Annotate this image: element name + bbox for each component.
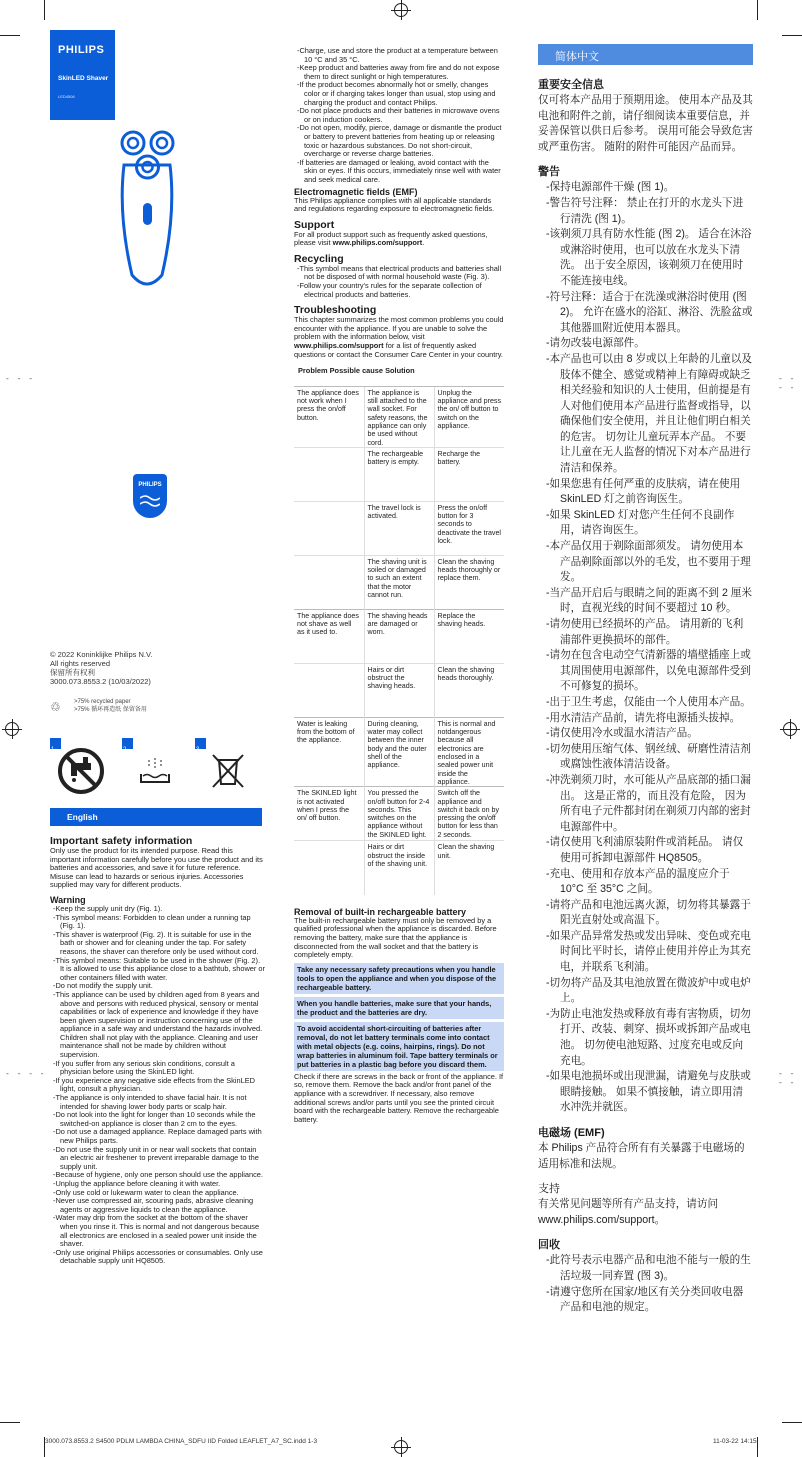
recycle-icon: ♲ <box>50 700 61 714</box>
battery-removal-steps: Check if there are screws in the back or front of the appliance. If so, remove them. Remove the back and/or front panel of the appliance with a screwdriver. If necessary, also remove additional screws and/or parts until you see the printed circuit board with the rechargeable battery. Remove the rechargeable battery. <box>294 1071 504 1124</box>
cn-warning-item: -为防止电池发热或释放有毒有害物质，切勿打开、改装、刺穿、损坏或拆卸产品或电池。 切勿使电池短路、过度充电或反向充电。 <box>546 1007 751 1067</box>
weee-bin-icon <box>208 750 248 790</box>
warning-item: -Do not look into the light for longer than 10 seconds while the switched-on appliance is closer than 2 cm to the eyes. <box>53 1110 256 1128</box>
cn-warning-item: -请勿使用已经损坏的产品。 请用新的飞利浦部件更换损坏的部件。 <box>546 618 744 646</box>
shield-label: PHILIPS <box>138 482 162 488</box>
registration-mark-icon <box>783 722 797 736</box>
figure-1-label: 1 <box>50 738 61 749</box>
crop-mark <box>757 1437 758 1457</box>
table-header: Problem Possible cause Solution <box>298 366 415 376</box>
cause-cell: Hairs or dirt obstruct the inside of the shaving unit. <box>364 841 434 895</box>
warning-item: -Do not use the supply unit in or near wall sockets that contain an electric air freshener to prevent irreparable damage to the supply unit. <box>53 1144 259 1171</box>
warning-item: -This symbol means: Forbidden to clean under a running tap (Fig. 1). <box>53 912 251 931</box>
cn-warning-item: -请仅使用冷水或温水清洁产品。 <box>546 727 698 740</box>
shaver-illustration-icon <box>110 125 185 295</box>
crop-mark <box>782 35 802 36</box>
cn-recycling-item: -此符号表示电器产品和电池不能与一般的生活垃圾一同弃置 (图 3)。 <box>546 1254 751 1282</box>
cn-warning-item: -本产品也可以由 8 岁或以上年龄的儿童以及肢体不健全、感觉或精神上有障碍或缺乏相关经验和知识的人士使用，但前提是有人对他们使用本产品进行监督或指导，以确保他们安全使用，并且让他们明白相关的危害。 切勿让儿童玩弄本产品。 不要让儿童在无人监督的情况下对本产品进行清洁和保养。 <box>546 352 752 475</box>
fold-mark: - - - <box>5 375 35 384</box>
troubleshooting-title: Troubleshooting <box>294 304 377 317</box>
cause-cell: You pressed the on/off button for 2-4 seconds. This switches on the appliance without the SKINLED light. <box>364 787 434 841</box>
cn-warning-item: -如果电池损坏或出现泄漏，请避免与皮肤或眼睛接触。 如果不慎接触，请立即用清水冲洗并就医。 <box>546 1070 751 1114</box>
battery-removal-text: The built-in rechargeable battery must only be removed by a qualified professional when the appliance is discarded. Before removing the battery, make sure that the appliance is disconnected from the wall socket and that the battery is completely empty. <box>294 915 497 960</box>
solution-cell: Clean the shaving heads thoroughly. <box>434 663 504 717</box>
copyright-block <box>50 650 250 686</box>
problem-cell <box>294 501 364 555</box>
warning-item: -Do not modify the supply unit. <box>53 981 153 991</box>
solution-cell: Switch off the appliance and switch it back on by pressing the on/off button for less than 2 seconds. <box>434 787 504 841</box>
solution-cell: Press the on/off button for 3 seconds to deactivate the travel lock. <box>434 501 504 555</box>
warning-item: -Never use compressed air, scouring pads, abrasive cleaning agents or aggressive liquids to clean the appliance. <box>53 1196 254 1214</box>
copyright-line: 保留所有权利 <box>50 668 95 677</box>
crop-mark <box>782 1422 802 1423</box>
recycling-item: -Follow your country's rules for the separate collection of electrical products and batteries. <box>297 281 482 299</box>
cn-warning-item: -请仅使用飞利浦原装附件或消耗品。 请仅使用可拆卸电源部件 HQ8505。 <box>546 836 744 864</box>
cn-warning-list <box>538 180 753 1116</box>
problem-cell <box>294 663 364 717</box>
cn-warning-item: -充电、使用和存放本产品的温度应介于 10°C 至 35°C 之间。 <box>546 867 730 896</box>
recycling-list <box>294 265 504 299</box>
cn-warning-item: -切勿使用压缩气体、钢丝绒、研磨性清洁剂或腐蚀性液体清洁设备。 <box>546 742 751 771</box>
warning-item: -This symbol means: Suitable to be used in the shower (Fig. 2). It is allowed to use this appliance close to a bathtub, shower or other containers filled with water. <box>53 955 266 982</box>
cn-warning-item: -请将产品和电池远离火源，切勿将其暴露于阳光直射处或高温下。 <box>546 898 751 927</box>
table-row <box>294 841 504 895</box>
cn-recycling-list <box>538 1253 753 1315</box>
solution-cell: This is normal and notdangerous because all electronics are enclosed in a sealed power unit inside the appliance. <box>434 717 504 786</box>
problem-cell <box>294 841 364 895</box>
caution-box: To avoid accidental short-circuiting of batteries after removal, do not let battery terminals come into contact with metal objects (e.g. coins, hairpins, rings). Do not wrap batteries in aluminum foil. Tape battery terminals or put batteries in a plastic bag before you discard them. <box>294 1022 504 1071</box>
problem-cell <box>294 555 364 609</box>
recycling-item: -This symbol means that electrical products and batteries shall not be disposed of with normal household waste (Fig. 3). <box>297 263 502 282</box>
cn-warning-title: 警告 <box>538 166 560 179</box>
table-row <box>294 501 504 555</box>
warning-item: -Unplug the appliance before cleaning it with water. <box>53 1178 221 1188</box>
warning-item: -If batteries are damaged or leaking, avoid contact with the skin or eyes. If this occurs, immediately rinse well with water and seek medical care. <box>297 157 501 184</box>
solution-cell: Replace the shaving heads. <box>434 609 504 663</box>
cause-cell: The shaving unit is soiled or damaged to such an extent that the motor cannot run. <box>364 555 434 609</box>
warning-item: -Charge, use and store the product at a temperature between 10 °C and 35 °C. <box>297 46 498 64</box>
troubleshooting-table <box>294 386 504 895</box>
warning-item: -Do not place products and their batteries in microwave ovens or on induction cookers. <box>297 106 500 124</box>
no-tap-cleaning-icon <box>57 747 105 795</box>
english-section-tab: English <box>50 808 262 826</box>
cn-warning-item: -请勿在包含电动空气清新器的墙壁插座上或其周围使用电源部件，以免电源部件受到不可修复的损坏。 <box>546 649 751 693</box>
brand-panel <box>50 30 115 120</box>
problem-cell: The appliance does not work when I press the on/off button. <box>294 386 364 447</box>
recycled-line: >75% 循环再造纸 保留备用 <box>74 706 147 713</box>
emf-text: This Philips appliance complies with all applicable standards and regulations regarding exposure to electromagnetic fields. <box>294 195 495 214</box>
philips-shield-logo <box>133 474 167 518</box>
warning-item: -Keep the supply unit dry (Fig. 1). <box>53 903 163 913</box>
problem-cell <box>294 447 364 501</box>
warning-list <box>50 905 265 1266</box>
cn-support-title: 支持 <box>538 1183 560 1196</box>
cn-safety-intro: 仅可将本产品用于预期用途。 使用本产品及其电池和附件之前，请仔细阅读本重要信息，并妥善保管以供日后参考。 误用可能会导致危害或严重伤害。 随附的附件可能因产品而异。 <box>538 94 753 153</box>
cause-cell: During cleaning, water may collect between the inner body and the outer shell of the appliance. <box>364 717 434 786</box>
cn-warning-item: -切勿将产品及其电池放置在微波炉中或电炉上。 <box>546 976 751 1005</box>
chinese-section-tab: 简体中文 <box>538 44 753 65</box>
problem-cell: The SKINLED light is not activated when I press the on/ off button. <box>294 787 364 841</box>
fold-mark: - - - - <box>778 375 796 393</box>
cn-warning-item: -当产品开启后与眼睛之间的距离不到 2 厘米时，直视光线的时间不要超过 10 秒。 <box>546 586 752 615</box>
crop-mark <box>0 35 20 36</box>
cause-cell: The shaving heads are damaged or worn. <box>364 609 434 663</box>
shower-use-icon <box>135 750 175 790</box>
warning-item: -The appliance is only intended to shave facial hair. It is not intended for shaving lower body parts or scalp hair. <box>53 1093 247 1111</box>
safety-intro: Only use the product for its intended purpose. Read this important information carefully before you use the product and its batteries and accessories, and save it for future reference. Misuse can lead to hazards or serious injuries. Accessories supplied may vary for different products. <box>50 846 263 890</box>
warning-item: -This shaver is waterproof (Fig. 2). It is suitable for use in the bath or shower and for cleaning under the tap. For safety reasons, the shaver can therefore only be used without cord. <box>53 929 259 956</box>
table-row <box>294 717 504 786</box>
recycling-title: Recycling <box>294 252 344 265</box>
caution-box: When you handle batteries, make sure that your hands, the product and the batteries are dry. <box>294 997 504 1019</box>
cn-warning-item: -如果产品异常发热或发出异味、变色或充电时间比平时长，请停止使用并停止为其充电，并联系飞利浦。 <box>546 929 751 974</box>
battery-removal-title: Removal of built-in rechargeable battery <box>294 906 467 917</box>
safety-title: Important safety information <box>50 835 193 847</box>
cn-warning-item: -出于卫生考虑，仅能由一个人使用本产品。 <box>546 695 751 708</box>
fold-mark: - - - - <box>778 1070 796 1088</box>
warning-item: -Only use cold or lukewarm water to clean the appliance. <box>53 1187 239 1197</box>
fold-mark: - - - - <box>5 1070 46 1079</box>
cn-support-text: 有关常见问题等所有产品支持，请访问 www.philips.com/support。 <box>538 1198 719 1226</box>
troubleshooting-text: This chapter summarizes the most common problems you could encounter with the appliance. If you are unable to solve the problem with the information below, visit www.philips.com/support for a list of frequently asked questions or contact the Consumer Care Center in your country. <box>294 315 504 359</box>
warning-item: -If you suffer from any serious skin conditions, consult a physician before using the SkinLED light. <box>53 1058 235 1077</box>
cause-cell: The rechargeable battery is empty. <box>364 447 434 501</box>
cn-warning-item: -该剃须刀具有防水性能 (图 2)。 适合在沐浴或淋浴时使用，也可以放在水龙头下清洗。 出于安全原因，该剃须刀在使用时不能连接电线。 <box>546 228 752 287</box>
table-row <box>294 386 504 447</box>
cn-recycling-item: -请遵守您所在国家/地区有关分类回收电器产品和电池的规定。 <box>546 1285 744 1314</box>
support-link[interactable]: www.philips.com/support <box>332 238 423 248</box>
model-name: SkinLED Shaver <box>58 75 109 82</box>
warning-item: -Only use original Philips accessories or consumables. Only use detachable supply unit HQ8505. <box>53 1247 263 1266</box>
registration-mark-icon <box>5 722 19 736</box>
copyright-line: All rights reserved <box>50 659 111 668</box>
cause-cell: Hairs or dirt obstruct the shaving heads. <box>364 663 434 717</box>
cn-warning-item: -符号注释：适合于在洗澡或淋浴时使用 (图 2)。 允许在盛水的浴缸、淋浴、洗脸盆或其他器皿附近使用本器具。 <box>546 290 753 334</box>
warning-item: -If the product becomes abnormally hot or smelly, changes color or if charging takes longer than usual, stop using and charging the product and contact Philips. <box>297 80 496 107</box>
support-text: For all product support such as frequently asked questions, please visit www.philips.com/support. <box>294 229 488 248</box>
cn-safety-title: 重要安全信息 <box>538 79 604 91</box>
chinese-column <box>538 44 753 1316</box>
solution-cell: Recharge the battery. <box>434 447 504 501</box>
table-row <box>294 447 504 501</box>
cn-recycling-title: 回收 <box>538 1239 560 1252</box>
caution-box: Take any necessary safety precautions when you handle tools to open the appliance and when you dispose of the rechargeable battery. <box>294 963 504 994</box>
figure-3-label: 3 <box>195 738 206 749</box>
warning-item: -Do not use a damaged appliance. Replace damaged parts with new Philips parts. <box>53 1127 262 1145</box>
registration-mark-icon <box>394 1440 408 1454</box>
troubleshooting-link[interactable]: www.philips.com/support <box>294 341 384 351</box>
print-footer: 3000.073.8553.2 S4500 PDLM LAMBDA CHINA_SDFU IID Folded LEAFLET_A7_SC.indd 1-3 <box>45 1438 318 1445</box>
document-code: 3000.073.8553.2 (10/03/2022) <box>50 677 151 686</box>
registration-mark-icon <box>394 3 408 17</box>
cause-cell: The travel lock is activated. <box>364 501 434 555</box>
table-row <box>294 555 504 609</box>
table-row <box>294 609 504 663</box>
cn-warning-item: -本产品仅用于剃除面部须发。 请勿使用本产品剃除面部以外的毛发，也不要用于理发。 <box>546 540 751 584</box>
cn-warning-item: -用水清洁产品前，请先将电源插头拔掉。 <box>546 711 741 724</box>
warning-item: -Keep product and batteries away from fire and do not expose them to direct sunlight or high temperatures. <box>297 63 500 81</box>
cn-warning-item: -如果您患有任何严重的皮肤病，请在使用 SkinLED 灯之前咨询医生。 <box>546 477 741 506</box>
english-safety-section <box>50 835 265 1266</box>
cn-warning-item: -请勿改装电源部件。 <box>546 337 645 350</box>
warning-item: -Do not open, modify, pierce, damage or dismantle the product or battery to prevent batteries from heating up or releasing toxic or hazardous substances. Do not short-circuit, overcharge or reverse charge batteries. <box>297 123 502 159</box>
philips-logo: PHILIPS <box>58 44 105 56</box>
cn-emf-title: 电磁场 (EMF) <box>538 1127 605 1139</box>
cn-warning-item: -如果 SkinLED 灯对您产生任何不良副作用，请咨询医生。 <box>546 508 735 537</box>
cn-warning-item: -警告符号注释： 禁止在打开的水龙头下进行清洗 (图 1)。 <box>546 196 744 225</box>
warning-item: -This appliance can be used by children aged from 8 years and above and persons with reduced physical, sensory or mental capabilities or lack of experience and knowledge if they have been given supervision or instruction concerning use of the appliance in a safe way and understand the hazards involved. Children shall not play with the appliance. Cleaning and user maintenance shall not be made by children without supervision. <box>53 989 263 1060</box>
crop-mark <box>0 1422 20 1423</box>
cn-warning-item: -保持电源部件干燥 (图 1)。 <box>546 181 675 194</box>
warning-item: -If you experience any negative side effects from the SkinLED light, consult a physician. <box>53 1075 255 1094</box>
table-row <box>294 663 504 717</box>
support-title: Support <box>294 218 335 231</box>
solution-cell: Clean the shaving unit. <box>434 841 504 895</box>
copyright-line: © 2022 Koninklijke Philips N.V. <box>50 650 153 659</box>
crop-mark <box>757 0 758 20</box>
problem-cell: The appliance does not shave as well as it used to. <box>294 609 364 663</box>
warning-title: Warning <box>50 894 86 905</box>
warning-item: -Because of hygiene, only one person should use the appliance. <box>53 1170 263 1180</box>
cn-warning-item: -冲洗剃须刀时，水可能从产品底部的插口漏出。 这是正常的，而且没有危险， 因为所有电子元件都封闭在剃须刀内部的密封电源部件中。 <box>546 773 751 833</box>
solution-cell: Clean the shaving heads thoroughly or replace them. <box>434 555 504 609</box>
cause-cell: The appliance is still attached to the wall socket. For safety reasons, the appliance can only be used without cord. <box>364 386 434 447</box>
emf-title: Electromagnetic fields (EMF) <box>294 186 418 197</box>
recycled-line: >75% recycled paper <box>74 699 131 705</box>
problem-cell: Water is leaking from the bottom of the appliance. <box>294 717 364 786</box>
print-timestamp: 11-03-22 14:15 <box>713 1438 757 1445</box>
crop-mark <box>44 0 45 20</box>
figure-2-label: 2 <box>122 738 133 749</box>
english-continued-column <box>294 47 504 1124</box>
cn-emf-text: 本 Philips 产品符合所有有关暴露于电磁场的适用标准和法规。 <box>538 1142 745 1170</box>
battery-warning-list <box>294 47 504 185</box>
warning-item: -Water may drip from the socket at the bottom of the shaver when you rinse it. This is normal and not dangerous because all electronics are enclosed in a sealed power unit inside the shaver. <box>53 1213 260 1249</box>
solution-cell: Unplug the appliance and press the on/ off button to switch on the appliance. <box>434 386 504 447</box>
table-row <box>294 787 504 841</box>
model-code: LED4506 <box>58 94 75 99</box>
